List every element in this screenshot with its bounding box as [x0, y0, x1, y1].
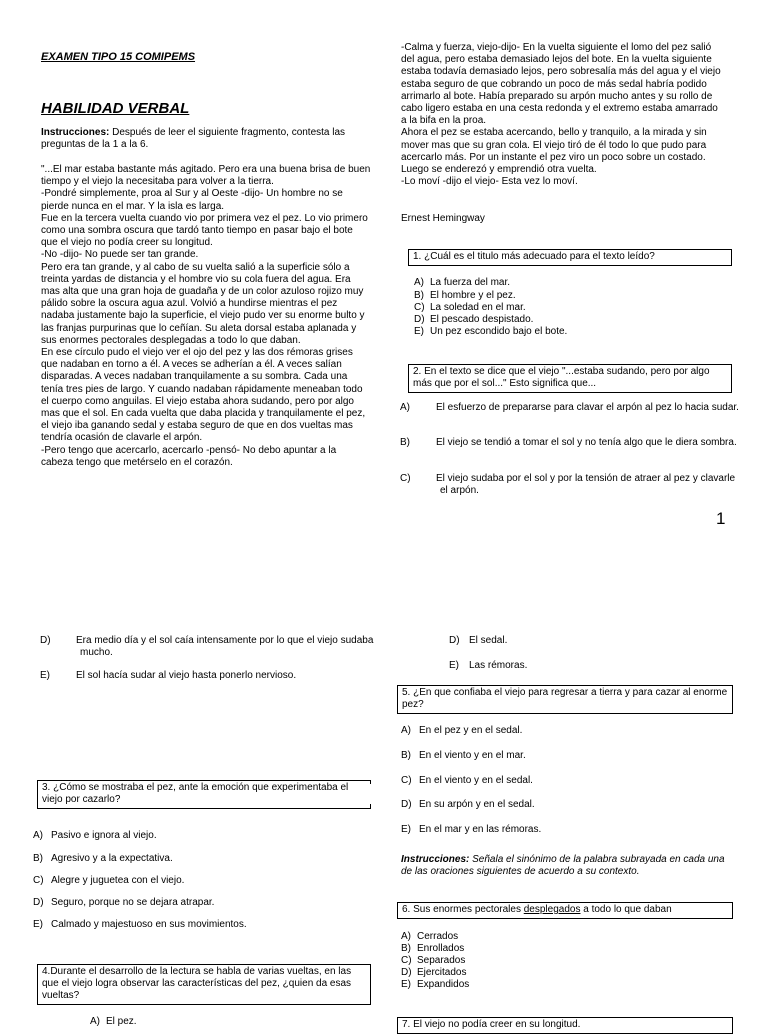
passage-paragraph: En ese círculo pudo el viejo ver el ojo del pez y las dos rémoras grises que nadaban en torno a él. A veces se adherían a él. A veces salían disparadas. A veces nadaban tranquilamente a su sombra. Cada una tenía tres pies de largo. Y cuando nadaban rápidamente meneaban todo el cuerpo como anguilas. El viejo estaba ahora sudando, pero por algo mas que el sol. En cada vuelta que daba placida y tranquilamente el pez, el viejo iba ganando sedal y estaba seguro de que en dos vueltas mas tendría ocasión de clavarle el arpón. [41, 347, 366, 444]
passage-paragraph: Ahora el pez se estaba acercando, bello y tranquilo, a la mirada y sin mover mas que su gran cola. El viejo tiró de él todo lo que pudo para acercarlo más. Por un instante el pez viro un poco sobre un costado. [401, 127, 707, 163]
underlined-word: desplegados [523, 904, 581, 915]
q1-option-c[interactable]: C) La soledad en el mar. [414, 302, 526, 313]
q2-option-d[interactable]: D) Era medio día y el sol caía intensamente por lo que el viejo sudaba mucho. [40, 635, 374, 658]
box-bracket [370, 780, 371, 784]
page-number: 1 [716, 509, 726, 528]
passage-paragraph: Fue en la tercera vuelta cuando vio por primera vez el pez. Lo vio primero como una sombra oscura que tardó tanto tiempo en pasar bajo el bote que el viejo no podía creer su longitud. [41, 212, 368, 249]
q5-option-d[interactable]: D) En su arpón y en el sedal. [401, 799, 535, 810]
passage-paragraph: Pero era tan grande, y al cabo de su vuelta salió a la superficie sólo a treinta yardas de distancia y el hombre vio su cola fuera del agua. Era mas alta que una gran hoja de guadaña y de un color azuloso rojizo muy pálido sobre la oscura agua azul. Volvió a hundirse mientras el pez nadaba justamente bajo la superficie, el viejo pudo ver su enorme bulto y las franjas purpurinas que lo ceñían. Su aleta dorsal estaba aplanada y sus enormes pectorales desplegadas a todo lo que daban. [41, 261, 365, 346]
passage-paragraph: -Pondré simplemente, proa al Sur y al Oeste -dijo- Un hombre no se pierde nunca en el mar. Y la isla es larga. [41, 188, 343, 212]
q1-option-d[interactable]: D) El pescado despistado. [414, 314, 534, 325]
q6-option-b[interactable]: B) Enrollados [401, 943, 465, 954]
q2-option-e[interactable]: E) El sol hacía sudar al viejo hasta ponerlo nervioso. [40, 670, 297, 681]
instructions-label: Instrucciones: [41, 127, 110, 138]
passage-paragraph: -No -dijo- No puede ser tan grande. [41, 249, 199, 261]
passage-paragraph: -Lo moví -dijo el viejo- Esta vez lo moví. [401, 176, 578, 188]
q5-option-a[interactable]: A) En el pez y en el sedal. [401, 725, 523, 736]
question-4: 4.Durante el desarrollo de la lectura se habla de varias vueltas, en las que el viejo logra observar las características del pez, ¿quien da esas vueltas? [37, 964, 371, 1005]
passage-left [41, 164, 371, 469]
q6-option-c[interactable]: C) Separados [401, 955, 466, 966]
q2-option-b[interactable]: B) El viejo se tendió a tomar el sol y no tenía algo que le diera sombra. [400, 437, 737, 448]
q2-option-a[interactable]: A) El esfuerzo de prepararse para clavar el arpón al pez lo hacia sudar. [400, 402, 739, 413]
instructions [41, 127, 371, 151]
q3-option-c[interactable]: C) Alegre y juguetea con el viejo. [33, 875, 185, 886]
q1-option-e[interactable]: E) Un pez escondido bajo el bote. [414, 326, 568, 337]
q5-option-e[interactable]: E) En el mar y en las rémoras. [401, 824, 542, 835]
q6-option-e[interactable]: E) Expandidos [401, 979, 470, 990]
q3-option-e[interactable]: E) Calmado y majestuoso en sus movimientos. [33, 919, 247, 930]
q2-option-c[interactable]: C) El viejo sudaba por el sol y por la tensión de atraer al pez y clavarle el arpón. [400, 473, 736, 496]
q1-option-a[interactable]: A) La fuerza del mar. [414, 277, 511, 288]
passage-paragraph: "...El mar estaba bastante más agitado. Pero era una buena brisa de buen tiempo y el viejo la necesitaba para volver a la tierra. [41, 164, 371, 188]
instructions-2 [401, 854, 731, 878]
q4-option-a[interactable]: A) El pez. [90, 1016, 137, 1027]
q4-option-d[interactable]: D) El sedal. [449, 635, 508, 646]
section-title: HABILIDAD VERBAL [41, 100, 190, 117]
author: Ernest Hemingway [401, 213, 485, 224]
question-3: 3. ¿Cómo se mostraba el pez, ante la emoción que experimentaba el viejo por cazarlo? [37, 780, 371, 809]
instructions-text: Después de leer el siguiente fragmento, contesta las preguntas de la 1 a la 6. [41, 127, 346, 151]
question-7: 7. El viejo no podía creer en su longitud. [397, 1017, 733, 1034]
exam-title: EXAMEN TIPO 15 COMIPEMS [41, 51, 196, 63]
question-2: 2. En el texto se dice que el viejo "...estaba sudando, pero por algo más que por el sol..." Esto significa que... [408, 364, 732, 393]
q1-option-b[interactable]: B) El hombre y el pez. [414, 290, 516, 301]
q3-option-b[interactable]: B) Agresivo y a la expectativa. [33, 853, 173, 864]
passage-paragraph: -Calma y fuerza, viejo-dijo- En la vuelta siguiente el lomo del pez salió del agua, pero estaba demasiado lejos del bote. En la vuelta siguiente estaba todavía demasiado lejos, pero sobresalía más del agua y el viejo estaba seguro de que cobrando un poco de más sedal habría podido arrimarlo al bote. Había preparado su arpón mucho antes y su rollo de cabo ligero estaba en una cesta redonda y el extremo estaba amarrado a la bifa en la proa. [401, 42, 721, 127]
q3-option-d[interactable]: D) Seguro, porque no se dejara atrapar. [33, 897, 215, 908]
passage-right [401, 42, 726, 188]
passage-paragraph: Luego se enderezó y emprendió otra vuelta. [401, 164, 597, 176]
passage-paragraph: -Pero tengo que acercarlo, acercarlo -pensó- No debo apuntar a la cabeza tengo que metérselo en el corazón. [41, 444, 337, 468]
box-bracket [370, 804, 371, 809]
q6-option-a[interactable]: A) Cerrados [401, 931, 459, 942]
q4-option-e[interactable]: E) Las rémoras. [449, 660, 528, 671]
question-6: 6. Sus enormes pectorales desplegados a todo lo que daban [397, 902, 733, 919]
question-5: 5. ¿En que confiaba el viejo para regresar a tierra y para cazar al enorme pez? [397, 685, 733, 714]
q6-option-d[interactable]: D) Ejercitados [401, 967, 467, 978]
question-1: 1. ¿Cuál es el titulo más adecuado para el texto leído? [408, 249, 732, 266]
q3-option-a[interactable]: A) Pasivo e ignora al viejo. [33, 830, 157, 841]
instructions-2-label: Instrucciones: [401, 854, 470, 865]
instructions-2-text: Señala el sinónimo de la palabra subrayada en cada una de las oraciones siguientes de acuerdo a su contexto. [401, 854, 725, 878]
q5-option-c[interactable]: C) En el viento y en el sedal. [401, 775, 533, 786]
q5-option-b[interactable]: B) En el viento y en el mar. [401, 750, 526, 761]
